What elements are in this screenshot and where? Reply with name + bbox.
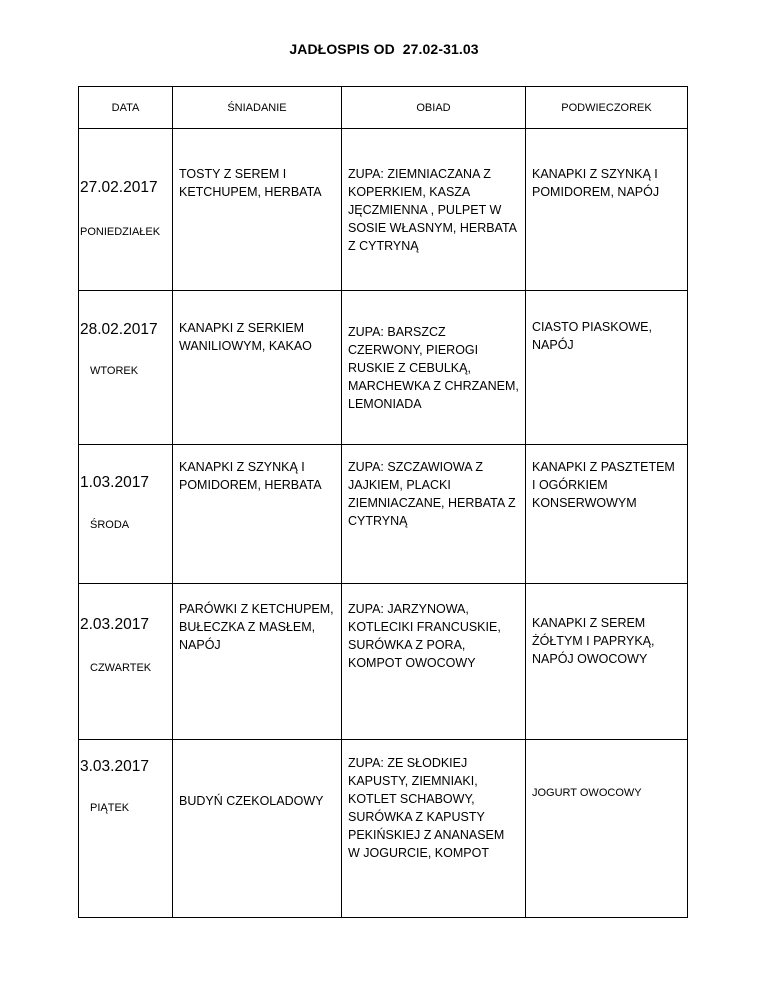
lunch-cell	[342, 584, 526, 740]
page-title: JADŁOSPIS OD 27.02-31.03	[289, 41, 479, 57]
snack-text: KANAPKI Z SZYNKĄ I POMIDOREM, NAPÓJ	[532, 167, 660, 199]
lunch-text: ZUPA: ZIEMNIACZANA Z KOPERKIEM, KASZA JĘCZMIENNA , PULPET W SOSIE WŁASNYM, HERBATA Z CYTRYNĄ	[348, 166, 517, 253]
breakfast-text: BUDYŃ CZEKOLADOWY	[179, 794, 324, 808]
snack-text: CIASTO PIASKOWE, NAPÓJ	[532, 320, 652, 352]
menu-table	[78, 86, 688, 918]
breakfast-text: PARÓWKI Z KETCHUPEM, BUŁECZKA Z MASŁEM, NAPÓJ	[179, 602, 334, 652]
snack-cell	[526, 584, 688, 740]
day-name: PIĄTEK	[90, 802, 130, 814]
date-value: 28.02.2017	[80, 321, 158, 338]
breakfast-cell	[173, 740, 342, 918]
lunch-text: ZUPA: ZE SŁODKIEJ KAPUSTY, ZIEMNIAKI, KOTLET SCHABOWY, SURÓWKA Z KAPUSTY PEKIŃSKIEJ Z ANANASEM W JOGURCIE, KOMPOT	[348, 756, 505, 860]
date-cell	[79, 445, 173, 584]
breakfast-text: KANAPKI Z SZYNKĄ I POMIDOREM, HERBATA	[179, 460, 322, 492]
header-snack: PODWIECZOREK	[526, 87, 688, 129]
date-value: 27.02.2017	[80, 179, 158, 196]
lunch-text: ZUPA: JARZYNOWA, KOTLECIKI FRANCUSKIE, SURÓWKA Z PORA, KOMPOT OWOCOWY	[348, 602, 501, 670]
date-cell	[79, 291, 173, 445]
table-row	[79, 129, 688, 291]
snack-text: KANAPKI Z PASZTETEM I OGÓRKIEM KONSERWOWYM	[532, 460, 675, 510]
snack-cell	[526, 445, 688, 584]
day-name: WTOREK	[90, 365, 139, 377]
date-value: 3.03.2017	[80, 758, 149, 775]
date-value: 1.03.2017	[80, 474, 149, 491]
header-date: DATA	[79, 87, 173, 129]
table-row	[79, 740, 688, 918]
header-breakfast: ŚNIADANIE	[173, 87, 342, 129]
breakfast-cell	[173, 129, 342, 291]
lunch-cell	[342, 291, 526, 445]
snack-text: JOGURT OWOCOWY	[532, 787, 642, 799]
date-cell	[79, 740, 173, 918]
snack-cell	[526, 740, 688, 918]
header-row	[79, 87, 688, 129]
table-row	[79, 445, 688, 584]
breakfast-cell	[173, 584, 342, 740]
breakfast-cell	[173, 445, 342, 584]
lunch-text: ZUPA: SZCZAWIOWA Z JAJKIEM, PLACKI ZIEMNIACZANE, HERBATA Z CYTRYNĄ	[348, 460, 516, 528]
snack-cell	[526, 129, 688, 291]
breakfast-text: KANAPKI Z SERKIEM WANILIOWYM, KAKAO	[179, 321, 312, 353]
lunch-text: ZUPA: BARSZCZ CZERWONY, PIEROGI RUSKIE Z CEBULKĄ, MARCHEWKA Z CHRZANEM, LEMONIADA	[348, 324, 519, 411]
table-row	[79, 584, 688, 740]
lunch-cell	[342, 129, 526, 291]
day-name: PONIEDZIAŁEK	[80, 226, 161, 238]
lunch-cell	[342, 445, 526, 584]
header-lunch: OBIAD	[342, 87, 526, 129]
date-cell	[79, 129, 173, 291]
date-value: 2.03.2017	[80, 616, 149, 633]
breakfast-text: TOSTY Z SEREM I KETCHUPEM, HERBATA	[179, 167, 322, 199]
snack-text: KANAPKI Z SEREM ŻÓŁTYM I PAPRYKĄ, NAPÓJ OWOCOWY	[532, 616, 655, 666]
snack-cell	[526, 291, 688, 445]
date-cell	[79, 584, 173, 740]
day-name: CZWARTEK	[90, 662, 152, 674]
breakfast-cell	[173, 291, 342, 445]
lunch-cell	[342, 740, 526, 918]
table-row	[79, 291, 688, 445]
day-name: ŚRODA	[90, 519, 130, 531]
